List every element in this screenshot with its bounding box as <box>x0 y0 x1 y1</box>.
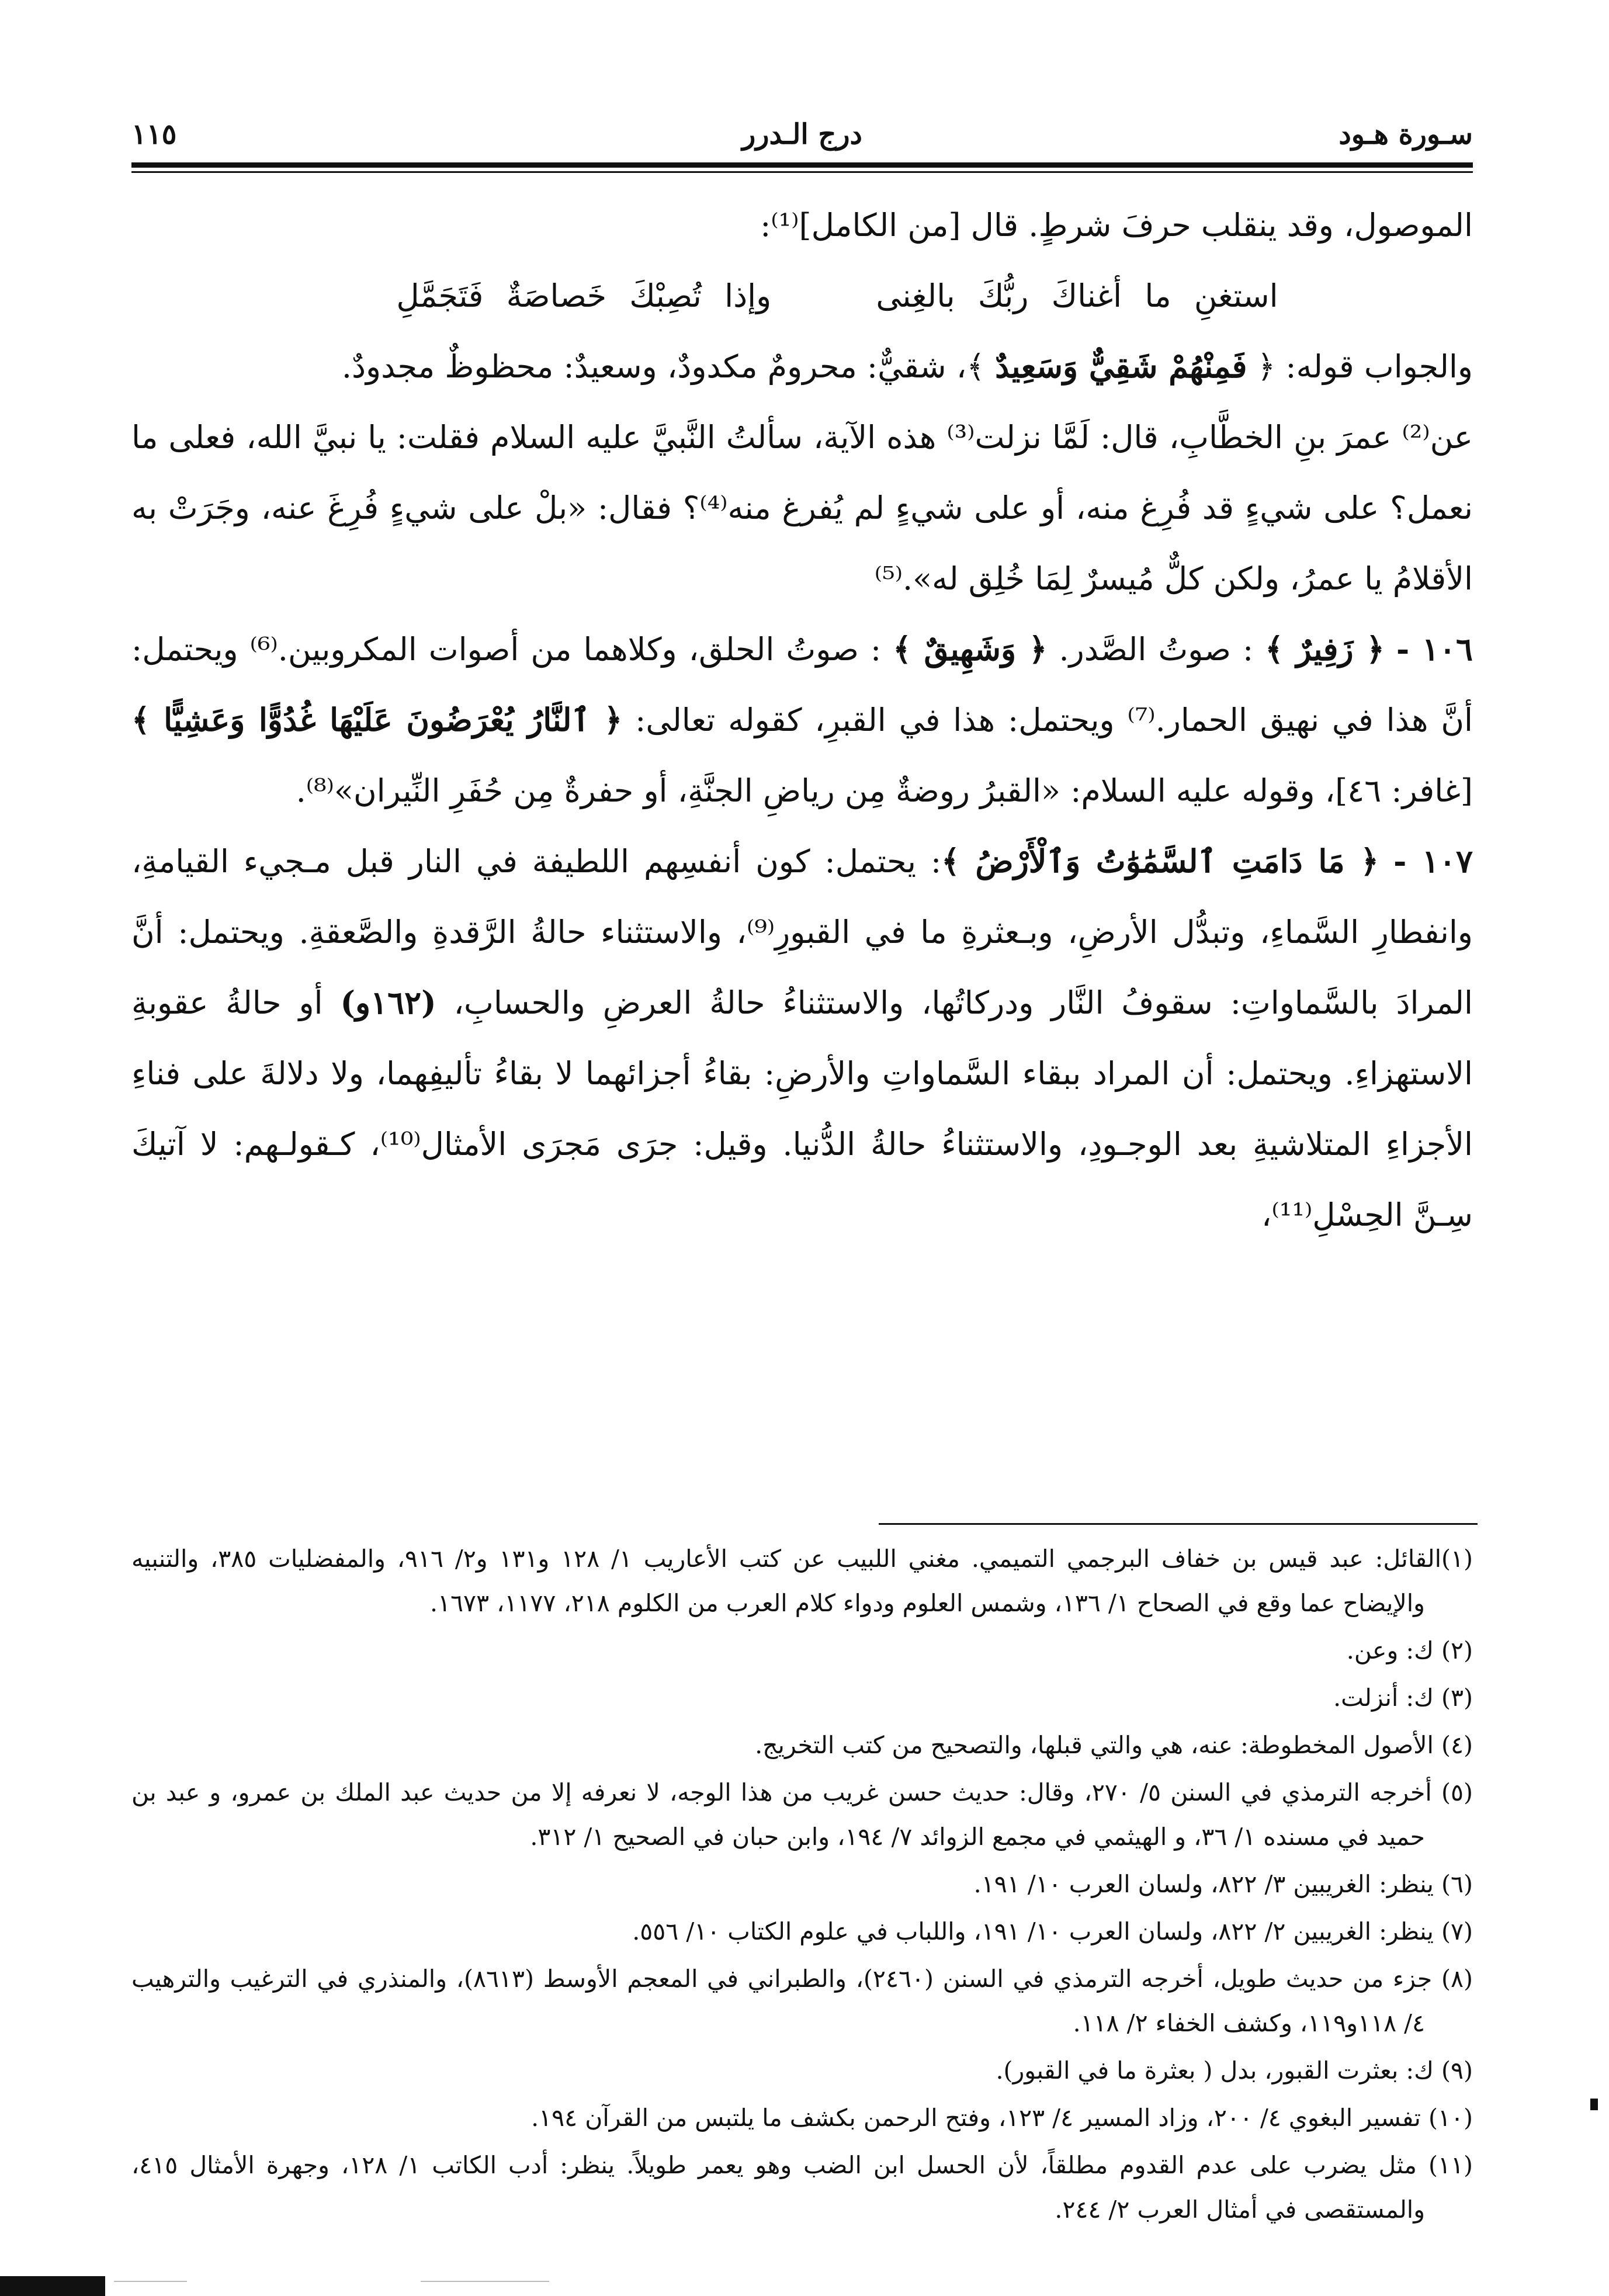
answer-gloss: ﴾، شقيٌّ: محرومٌ مكدودٌ، وسعيدٌ: محظوظٌ مجدودٌ. <box>341 348 985 385</box>
scan-faint-line <box>114 2281 187 2282</box>
text-segment: : صوتُ الصَّدر. <box>1059 631 1254 668</box>
quran-quote-samawat: ﴿ مَا دَامَتِ ٱلسَّمَٰوَٰتُ وَٱلْأَرْضُ ﴾ <box>941 842 1379 880</box>
scan-corner-bar <box>0 2276 105 2296</box>
text-segment: أو حالةُ عقوبةِ الاستهزاءِ. ويحتمل: أن المراد ببقاء السَّماواتِ والأرضِ: بقاءُ أجزائهما لا بقاءُ تأليفِهما، ولا دلالةَ على فناءِ الأجزاءِ المتلاشيةِ بعد الوجـودِ، والاستثناءُ حالةُ الدُّنيا. وقيل: جرَى مَجرَى الأمثال⁽¹⁰⁾، كـقولـهم: لا آتيكَ سِـنَّ الحِسْلِ⁽¹¹⁾، <box>131 984 1473 1233</box>
book-title: درج الـدرر <box>742 118 862 151</box>
header-rule-thin <box>131 171 1473 173</box>
manuscript-folio-mark: (١٦٢و) <box>340 984 436 1021</box>
footnote-separator <box>879 1523 1478 1525</box>
header-rule-thick <box>131 162 1473 168</box>
text-segment: : صوتُ الحلق، وكلاهما من أصوات المكروبين.⁽⁶⁾ ويحتمل: أنَّ هذا في نهيق الحمار.⁽⁷⁾ ويحتمل: هذا في القبرِ، كقوله تعالى: <box>131 631 1473 738</box>
footnote-6: (٦) ينظر: الغريبين ٣/ ٨٢٢، ولسان العرب ١٠/ ١٩١. <box>973 1870 1473 1898</box>
paragraph-hadith: عن⁽²⁾ عمرَ بنِ الخطَّابِ، قال: لَمَّا نزلت⁽³⁾ هذه الآية، سألتُ النَّبيَّ عليه السلام فقلت: يا نبيَّ الله، فعلى ما نعمل؟ على شيءٍ قد فُرِغ منه، أو على شيءٍ لم يُفرغ منه⁽⁴⁾؟ فقال: «بلْ على شيءٍ فُرِغَ عنه، وجَرَتْ به الأقلامُ يا عمرُ، ولكن كلٌّ مُيسرٌ لِمَا خُلِق له».⁽⁵⁾ <box>131 419 1473 597</box>
quran-quote-ghafir: ﴿ ٱلنَّارُ يُعْرَضُونَ عَلَيْهَا غُدُوًّا وَعَشِيًّا ﴾ <box>131 701 623 738</box>
quran-quote: فَمِنْهُمْ شَقِيٌّ وَسَعِيدٌ <box>995 348 1247 385</box>
quran-quote-zafir: ﴿ زَفِيرٌ ﴾ <box>1265 630 1385 668</box>
footnote-11: (١١) مثل يضرب على عدم القدوم مطلقاً، لأن الحسل ابن الضب وهو يعمر طويلاً. ينظر: أدب الكاتب ١/ ١٢٨، وجهرة الأمثال ٤١٥، والمستقصى في أمثال العرب ٢/ ٢٤٤. <box>131 2151 1473 2224</box>
scan-faint-line <box>421 2281 549 2282</box>
footnote-4: (٤) الأصول المخطوطة: عنه، هي والتي قبلها، والتصحيح من كتب التخريج. <box>755 1731 1473 1759</box>
page-number: ١١٥ <box>131 118 177 151</box>
verse-first-hemistich: استغنِ ما أغناكَ ربُّكَ بالغِنى <box>876 278 1278 314</box>
paragraph-answer <box>131 331 1473 402</box>
text-segment: : يحتمل: كون أنفسِهم اللطيفة في النار قبل مـجيء القيامةِ، وانفطارِ السَّماءِ، وتبدُّل الأرضِ، وبـعثرةِ ما في القبورِ⁽⁹⁾، والاستثناء حالةُ الرَّقدةِ والصَّعقةِ. ويحتمل: أنَّ المرادَ بالسَّماواتِ: سقوفُ النَّار ودركاتُها، والاستثناءُ حالةُ العرضِ والحسابِ، <box>131 843 1473 1021</box>
footnotes <box>131 1537 1473 2235</box>
footnote-10: (١٠) تفسير البغوي ٤/ ٢٠٠، وزاد المسير ٤/ ١٢٣، وفتح الرحمن بكشف ما يلتبس من القرآن ١٩٤. <box>531 2104 1473 2132</box>
poetry-verse <box>131 261 1473 331</box>
footnote-9: (٩) ك: بعثرت القبور، بدل ( بعثرة ما في القبور). <box>996 2056 1473 2085</box>
verse-number-107: ١٠٧ - <box>1393 842 1473 880</box>
verse-second-hemistich: وإذا تُصِبْكَ خَصاصَةٌ فَتَجَمَّلِ <box>396 278 772 314</box>
text-segment: [غافر: ٤٦]، وقوله عليه السلام: «القبرُ روضةٌ مِن رياضِ الجنَّةِ، أو حفرةٌ مِن حُفَرِ النِّيران»⁽⁸⁾. <box>296 772 1473 809</box>
footnote-8: (٨) جزء من حديث طويل، أخرجه الترمذي في السنن (٢٤٦٠)، والطبراني في المعجم الأوسط (٨٦١٣)، والمنذري في الترغيب والترهيب ٤/ ١١٨و١١٩، وكشف الخفاء ٢/ ١١٨. <box>131 1965 1473 2037</box>
footnote-1: (١)القائل: عبد قيس بن خفاف البرجمي التميمي. مغني اللبيب عن كتب الأعاريب ١/ ١٢٨ و١٣١ و٢/ ٩١٦، والمفضليات ٣٨٥، والتنبيه والإيضاح عما وقع في الصحاح ١/ ١٣٦، وشمس العلوم ودواء كلام العرب من الكلوم ٢١٨، ١١٧٧، ١٦٧٣. <box>131 1545 1473 1617</box>
running-header <box>131 111 1473 169</box>
footnote-7: (٧) ينظر: الغريبين ٢/ ٨٢٢، ولسان العرب ١٠/ ١٩١، واللباب في علوم الكتاب ١٠/ ٥٥٦. <box>632 1917 1473 1945</box>
main-text <box>131 190 1473 1250</box>
footnote-3: (٣) ك: أنزلت. <box>1333 1684 1473 1712</box>
paragraph-verse-107 <box>131 826 1473 1250</box>
quran-quote-shahiq: ﴿ وَشَهِيقٌ ﴾ <box>893 630 1048 668</box>
footnote-5: (٥) أخرجه الترمذي في السنن ٥/ ٢٧٠، وقال: حديث حسن غريب من هذا الوجه، لا نعرفه إلا من حديث عبد الملك بن عمرو، و عبد بن حميد في مسنده ١/ ٣٦، و الهيثمي في مجمع الزوائد ٧/ ١٩٤، وابن حبان في الصحيح ١/ ٣١٢. <box>131 1778 1473 1851</box>
paragraph-verse-106 <box>131 614 1473 826</box>
verse-number-106: ١٠٦ - <box>1396 630 1473 668</box>
surah-title: سـورة هـود <box>1338 118 1473 151</box>
paragraph-intro: الموصول، وقد ينقلب حرفَ شرطٍ. قال [من الكامل]⁽¹⁾: <box>760 207 1473 244</box>
scan-margin-mark <box>1590 2099 1598 2110</box>
answer-lead: والجواب قوله: ﴿ <box>1257 348 1473 385</box>
footnote-2: (٢) ك: وعن. <box>1346 1636 1473 1664</box>
